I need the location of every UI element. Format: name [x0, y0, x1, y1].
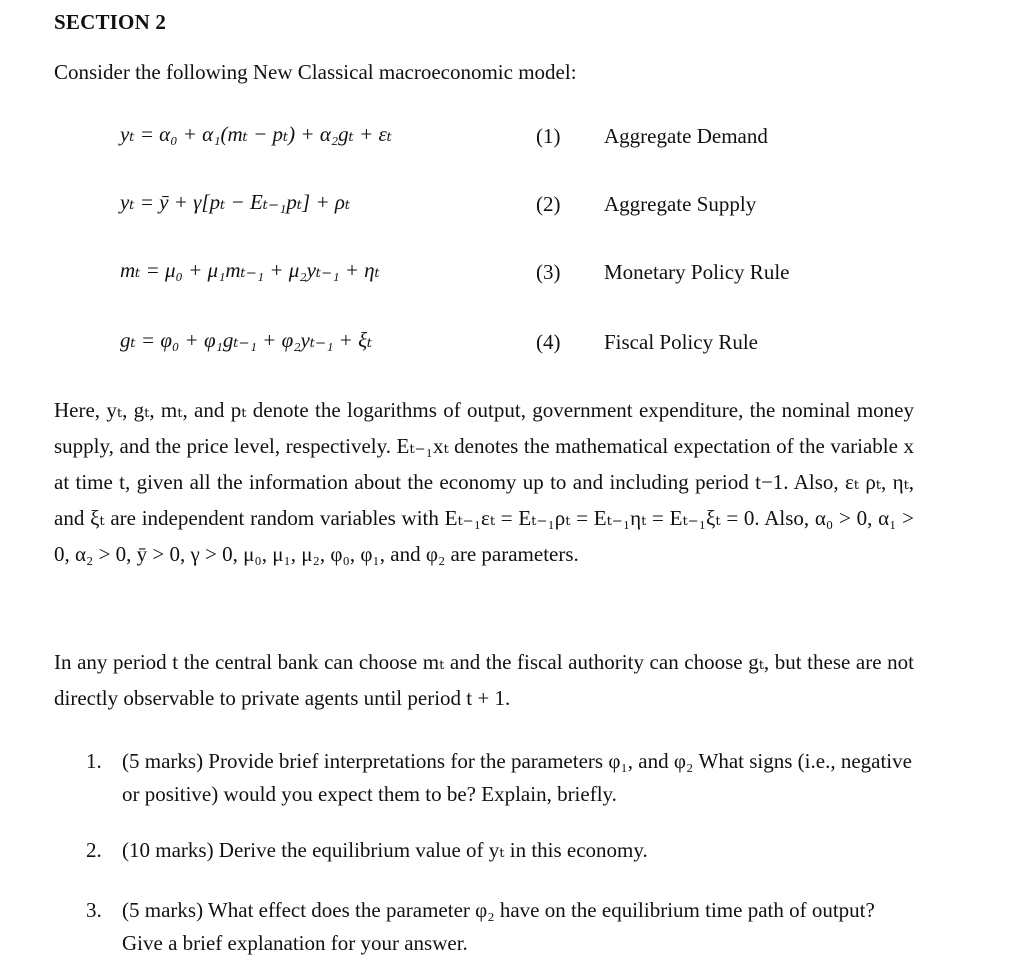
intro-text: Consider the following New Classical macroeconomic model: [54, 60, 577, 84]
question-2-number: 2. [86, 838, 102, 862]
equation-1-number: (1) [536, 124, 561, 148]
equation-4-number: (4) [536, 330, 561, 354]
equation-2-formula: yₜ = ȳ + γ[pₜ − Eₜ₋₁pₜ] + ρₜ [120, 190, 351, 214]
equation-4-label: Fiscal Policy Rule [604, 330, 758, 354]
equation-1-label: Aggregate Demand [604, 124, 768, 148]
question-3-text: (5 marks) What effect does the parameter φ₂ have on the equilibrium time path of output? Give a brief explanation for your answer. [122, 898, 875, 955]
equation-1-formula: yₜ = α₀ + α₁(mₜ − pₜ) + α₂gₜ + εₜ [120, 122, 392, 146]
equation-3-number: (3) [536, 260, 561, 284]
question-1-number: 1. [86, 749, 102, 773]
policy-paragraph: In any period t the central bank can choose mₜ and the fiscal authority can choose gₜ, but these are not directly observable to private agents until period t + 1. [54, 650, 914, 710]
equation-2-label: Aggregate Supply [604, 192, 757, 216]
section-title: SECTION 2 [54, 10, 167, 34]
question-2-text: (10 marks) Derive the equilibrium value of yₜ in this economy. [122, 838, 648, 862]
equation-3-formula: mₜ = μ₀ + μ₁mₜ₋₁ + μ₂yₜ₋₁ + ηₜ [120, 258, 380, 282]
equation-2-number: (2) [536, 192, 561, 216]
equation-3-label: Monetary Policy Rule [604, 260, 790, 284]
question-1-text: (5 marks) Provide brief interpretations for the parameters φ₁, and φ₂ What signs (i.e., negative or positive) would you expect them to be? Explain, briefly. [122, 749, 912, 806]
question-3-number: 3. [86, 898, 102, 922]
definitions-paragraph: Here, yₜ, gₜ, mₜ, and pₜ denote the logarithms of output, government expenditure, the nominal money supply, and the price level, respectively. Eₜ₋₁xₜ denotes the mathematical expectation of the variable x at time t, given all the information about the economy up to and including period t−1. Also, εₜ ρₜ, ηₜ, and ξₜ are independent random variables with Eₜ₋₁εₜ = Eₜ₋₁ρₜ = Eₜ₋₁ηₜ = Eₜ₋₁ξₜ = 0. Also, α₀ > 0, α₁ > 0, α₂ > 0, ȳ > 0, γ > 0, μ₀, μ₁, μ₂, φ₀, φ₁, and φ₂ are parameters. [54, 398, 914, 566]
equation-4-formula: gₜ = φ₀ + φ₁gₜ₋₁ + φ₂yₜ₋₁ + ξₜ [120, 328, 373, 352]
